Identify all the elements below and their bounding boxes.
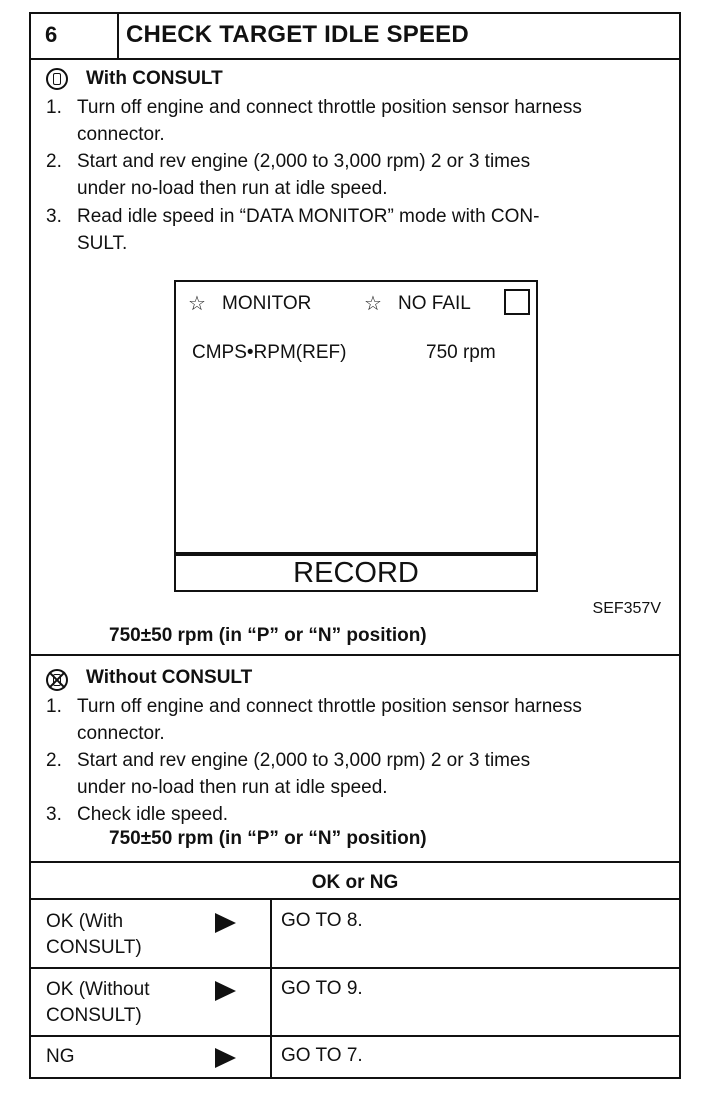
with-consult-title: With CONSULT (86, 68, 223, 89)
ok-or-ng-heading: OK or NG (311, 872, 399, 893)
arrow-right-icon (215, 1048, 236, 1068)
monitor-item-value: 750 rpm (426, 342, 496, 363)
section-divider (31, 654, 679, 656)
record-button: RECORD (174, 554, 538, 592)
monitor-label: MONITOR (222, 293, 312, 314)
no-consult-icon (46, 669, 68, 691)
table-top-border (31, 898, 679, 900)
step-header (31, 14, 679, 60)
step-number: 6 (45, 22, 58, 47)
header-divider (117, 14, 119, 58)
without-consult-spec: 750±50 rpm (in “P” or “N” position) (109, 828, 427, 849)
with-consult-spec: 750±50 rpm (in “P” or “N” position) (109, 625, 427, 646)
consult-screen (174, 280, 538, 554)
goto-link: GO TO 9. (281, 978, 363, 999)
section-divider (31, 861, 679, 863)
star-icon: ☆ (364, 293, 382, 315)
goto-link: GO TO 8. (281, 910, 363, 931)
row-divider (31, 1035, 679, 1037)
no-fail-label: NO FAIL (398, 293, 471, 314)
goto-link: GO TO 7. (281, 1045, 363, 1066)
arrow-right-icon (215, 981, 236, 1001)
monitor-item-name: CMPS•RPM(REF) (192, 342, 347, 363)
consult-unit-icon (46, 68, 68, 90)
screen-checkbox (504, 289, 530, 315)
table-column-divider (270, 898, 272, 1077)
star-icon: ☆ (188, 293, 206, 315)
without-consult-title: Without CONSULT (86, 667, 253, 688)
arrow-right-icon (215, 913, 236, 933)
step-title: CHECK TARGET IDLE SPEED (126, 21, 469, 48)
figure-id: SEF357V (592, 600, 661, 617)
procedure-sheet: 6 CHECK TARGET IDLE SPEED With CONSULT 1. Turn off engine and connect throttle position sensor harness connector. 2. Start and rev engine (2,000 to 3,000 rpm) 2 or 3 times under no-load then run at idle speed. 3. Read idle speed in “DATA MONITOR” mode with CON- SULT. ☆ MONITOR ☆ NO FAIL CMPS•RPM(REF) 750 rpm RECORD SEF357V 750±50 rpm (in “P” or “N” position) Without CONSULT 1. Turn off engine and connect throttle position sensor harness connector. 2. Start and rev engine (2,000 to 3,000 rpm) 2 or 3 times under no-load then run at idle speed. 3. Check idle speed. 750±50 rpm (in “P” or “N” position) OK or NG OK (With CONSULT) GO TO 8. OK (Without CONSULT) GO TO 9. NG GO TO 7. (29, 12, 681, 1079)
row-divider (31, 967, 679, 969)
